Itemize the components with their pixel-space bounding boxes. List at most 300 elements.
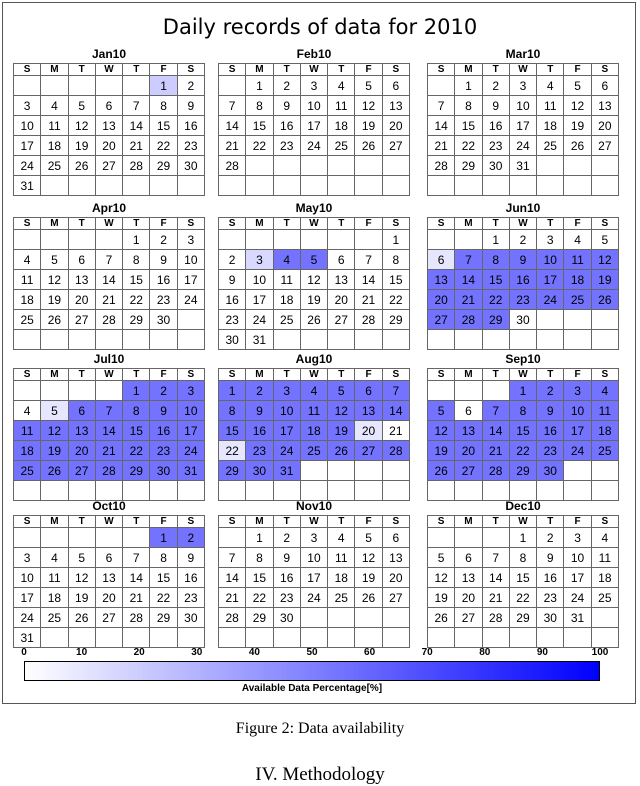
empty-cell (428, 528, 455, 548)
day-cell: 15 (509, 568, 536, 588)
weekday-header: S (219, 516, 246, 528)
day-cell: 22 (482, 290, 509, 310)
empty-cell (68, 330, 95, 350)
month-day-grid (218, 63, 410, 196)
empty-cell (537, 330, 564, 350)
empty-cell (355, 628, 382, 648)
colorbar-tick-label: 70 (421, 647, 433, 658)
weekday-header: S (428, 218, 455, 230)
day-cell: 2 (482, 76, 509, 96)
weekday-header: S (177, 369, 204, 381)
weekday-header: S (177, 218, 204, 230)
month-day-grid (13, 368, 205, 501)
day-cell: 20 (428, 290, 455, 310)
day-cell: 17 (537, 270, 564, 290)
day-cell: 7 (123, 96, 150, 116)
day-cell: 26 (428, 461, 455, 481)
day-cell: 27 (68, 310, 95, 330)
empty-cell (591, 628, 618, 648)
day-cell: 4 (41, 96, 68, 116)
day-cell: 10 (564, 401, 591, 421)
weekday-header: F (355, 369, 382, 381)
day-cell: 30 (150, 461, 177, 481)
day-cell: 22 (150, 588, 177, 608)
day-cell: 9 (177, 96, 204, 116)
empty-cell (41, 176, 68, 196)
day-cell: 11 (328, 548, 355, 568)
weekday-header: T (273, 516, 300, 528)
weekday-header: S (14, 516, 41, 528)
day-cell: 2 (177, 528, 204, 548)
day-cell: 29 (123, 310, 150, 330)
day-cell: 31 (564, 608, 591, 628)
empty-cell (219, 230, 246, 250)
empty-cell (355, 461, 382, 481)
day-cell: 14 (482, 421, 509, 441)
empty-cell (95, 230, 122, 250)
empty-cell (14, 528, 41, 548)
day-cell: 23 (177, 136, 204, 156)
day-cell: 9 (273, 548, 300, 568)
day-cell: 8 (150, 96, 177, 116)
day-cell: 17 (14, 136, 41, 156)
day-cell: 15 (455, 116, 482, 136)
empty-cell (300, 608, 327, 628)
weekday-header: W (95, 64, 122, 76)
weekday-header: T (123, 64, 150, 76)
day-cell: 28 (123, 156, 150, 176)
empty-cell (246, 481, 273, 501)
empty-cell (328, 628, 355, 648)
day-cell: 28 (428, 156, 455, 176)
day-cell: 11 (328, 96, 355, 116)
day-cell: 20 (95, 588, 122, 608)
empty-cell (509, 176, 536, 196)
day-cell: 23 (273, 136, 300, 156)
weekday-header: M (246, 369, 273, 381)
empty-cell (537, 310, 564, 330)
day-cell: 12 (328, 401, 355, 421)
day-cell: 18 (591, 421, 618, 441)
weekday-header: S (382, 218, 409, 230)
day-cell: 21 (219, 136, 246, 156)
empty-cell (246, 156, 273, 176)
day-cell: 6 (382, 76, 409, 96)
day-cell: 20 (355, 421, 382, 441)
day-cell: 19 (355, 116, 382, 136)
empty-cell (273, 628, 300, 648)
weekday-header: F (150, 64, 177, 76)
weekday-header: S (219, 218, 246, 230)
day-cell: 5 (41, 250, 68, 270)
weekday-header: S (219, 369, 246, 381)
day-cell: 1 (246, 528, 273, 548)
day-cell: 15 (246, 116, 273, 136)
weekday-header: T (68, 369, 95, 381)
day-cell: 14 (95, 421, 122, 441)
weekday-header: S (591, 218, 618, 230)
day-cell: 4 (591, 528, 618, 548)
day-cell: 6 (382, 528, 409, 548)
month-day-grid (13, 515, 205, 648)
month-day-grid (218, 368, 410, 501)
day-cell: 19 (41, 441, 68, 461)
day-cell: 18 (564, 270, 591, 290)
empty-cell (150, 330, 177, 350)
day-cell: 27 (428, 310, 455, 330)
day-cell: 3 (273, 381, 300, 401)
empty-cell (41, 230, 68, 250)
day-cell: 17 (564, 568, 591, 588)
weekday-header: S (177, 64, 204, 76)
weekday-header: M (41, 64, 68, 76)
day-cell: 1 (219, 381, 246, 401)
weekday-header: F (564, 369, 591, 381)
day-cell: 11 (537, 96, 564, 116)
weekday-header: T (482, 64, 509, 76)
day-cell: 4 (14, 250, 41, 270)
day-cell: 1 (482, 230, 509, 250)
weekday-header: M (246, 218, 273, 230)
day-cell: 28 (482, 608, 509, 628)
day-cell: 28 (219, 608, 246, 628)
day-cell: 5 (328, 381, 355, 401)
day-cell: 22 (150, 136, 177, 156)
empty-cell (537, 481, 564, 501)
weekday-header: M (455, 369, 482, 381)
day-cell: 9 (537, 548, 564, 568)
day-cell: 17 (177, 421, 204, 441)
colorbar (24, 661, 600, 681)
colorbar-tick-label: 40 (248, 647, 260, 658)
day-cell: 8 (509, 548, 536, 568)
weekday-header: W (95, 369, 122, 381)
empty-cell (246, 230, 273, 250)
day-cell: 10 (564, 548, 591, 568)
day-cell: 19 (355, 568, 382, 588)
empty-cell (219, 481, 246, 501)
day-cell: 21 (123, 136, 150, 156)
day-cell: 12 (355, 548, 382, 568)
empty-cell (355, 156, 382, 176)
day-cell: 1 (382, 230, 409, 250)
day-cell: 15 (123, 270, 150, 290)
day-cell: 28 (95, 310, 122, 330)
day-cell: 24 (273, 441, 300, 461)
weekday-header: T (123, 218, 150, 230)
day-cell: 16 (273, 568, 300, 588)
day-cell: 17 (300, 116, 327, 136)
day-cell: 11 (14, 270, 41, 290)
weekday-header: T (482, 369, 509, 381)
day-cell: 21 (382, 421, 409, 441)
day-cell: 21 (95, 441, 122, 461)
day-cell: 2 (177, 76, 204, 96)
weekday-header: W (95, 516, 122, 528)
day-cell: 31 (177, 461, 204, 481)
day-cell: 1 (150, 76, 177, 96)
weekday-header: M (246, 516, 273, 528)
empty-cell (219, 76, 246, 96)
day-cell: 16 (219, 290, 246, 310)
empty-cell (273, 156, 300, 176)
empty-cell (246, 176, 273, 196)
day-cell: 5 (68, 96, 95, 116)
empty-cell (177, 481, 204, 501)
day-cell: 27 (95, 156, 122, 176)
weekday-header: F (150, 369, 177, 381)
day-cell: 5 (300, 250, 327, 270)
day-cell: 19 (300, 290, 327, 310)
day-cell: 17 (509, 116, 536, 136)
day-cell: 8 (382, 250, 409, 270)
empty-cell (428, 481, 455, 501)
empty-cell (564, 156, 591, 176)
day-cell: 30 (219, 330, 246, 350)
day-cell: 2 (273, 528, 300, 548)
day-cell: 13 (455, 568, 482, 588)
day-cell: 18 (591, 568, 618, 588)
empty-cell (95, 76, 122, 96)
day-cell: 16 (177, 568, 204, 588)
day-cell: 26 (591, 290, 618, 310)
day-cell: 27 (95, 608, 122, 628)
empty-cell (177, 176, 204, 196)
day-cell: 4 (300, 381, 327, 401)
day-cell: 28 (219, 156, 246, 176)
day-cell: 28 (382, 441, 409, 461)
day-cell: 7 (219, 96, 246, 116)
colorbar-tick-label: 100 (591, 647, 609, 658)
day-cell: 10 (177, 401, 204, 421)
day-cell: 1 (509, 528, 536, 548)
empty-cell (41, 628, 68, 648)
day-cell: 6 (95, 96, 122, 116)
weekday-header: W (300, 516, 327, 528)
day-cell: 7 (95, 401, 122, 421)
day-cell: 25 (564, 290, 591, 310)
empty-cell (68, 528, 95, 548)
day-cell: 20 (68, 441, 95, 461)
weekday-header: S (428, 369, 455, 381)
day-cell: 15 (509, 421, 536, 441)
empty-cell (177, 628, 204, 648)
empty-cell (428, 76, 455, 96)
day-cell: 11 (591, 401, 618, 421)
day-cell: 13 (68, 421, 95, 441)
weekday-header: W (300, 369, 327, 381)
empty-cell (95, 481, 122, 501)
empty-cell (482, 176, 509, 196)
day-cell: 19 (591, 270, 618, 290)
day-cell: 30 (177, 608, 204, 628)
month-name: Mar10 (505, 47, 541, 61)
day-cell: 2 (246, 381, 273, 401)
empty-cell (455, 528, 482, 548)
day-cell: 24 (509, 136, 536, 156)
weekday-header: T (123, 369, 150, 381)
day-cell: 31 (246, 330, 273, 350)
weekday-header: W (509, 369, 536, 381)
day-cell: 12 (68, 116, 95, 136)
weekday-header: M (41, 218, 68, 230)
day-cell: 9 (177, 548, 204, 568)
empty-cell (273, 230, 300, 250)
day-cell: 2 (219, 250, 246, 270)
day-cell: 8 (482, 250, 509, 270)
day-cell: 25 (328, 136, 355, 156)
day-cell: 13 (68, 270, 95, 290)
day-cell: 23 (219, 310, 246, 330)
empty-cell (177, 310, 204, 330)
day-cell: 24 (14, 156, 41, 176)
weekday-header: F (150, 218, 177, 230)
day-cell: 9 (273, 96, 300, 116)
day-cell: 18 (328, 116, 355, 136)
empty-cell (455, 176, 482, 196)
day-cell: 7 (219, 548, 246, 568)
day-cell: 1 (246, 76, 273, 96)
day-cell: 28 (355, 310, 382, 330)
day-cell: 21 (428, 136, 455, 156)
weekday-header: S (428, 64, 455, 76)
day-cell: 1 (509, 381, 536, 401)
day-cell: 10 (300, 548, 327, 568)
empty-cell (300, 330, 327, 350)
weekday-header: M (246, 64, 273, 76)
empty-cell (14, 381, 41, 401)
day-cell: 9 (509, 250, 536, 270)
day-cell: 7 (482, 401, 509, 421)
day-cell: 31 (14, 628, 41, 648)
day-cell: 30 (537, 608, 564, 628)
weekday-header: S (428, 516, 455, 528)
day-cell: 6 (328, 250, 355, 270)
day-cell: 16 (482, 116, 509, 136)
empty-cell (95, 330, 122, 350)
empty-cell (537, 176, 564, 196)
empty-cell (41, 76, 68, 96)
empty-cell (95, 381, 122, 401)
empty-cell (428, 381, 455, 401)
day-cell: 29 (150, 608, 177, 628)
day-cell: 25 (591, 588, 618, 608)
day-cell: 14 (355, 270, 382, 290)
month-day-grid (427, 217, 619, 350)
empty-cell (41, 381, 68, 401)
empty-cell (14, 230, 41, 250)
weekday-header: T (328, 64, 355, 76)
month-name: Apr10 (91, 201, 126, 215)
day-cell: 4 (328, 528, 355, 548)
day-cell: 6 (455, 548, 482, 568)
day-cell: 1 (455, 76, 482, 96)
day-cell: 13 (455, 421, 482, 441)
empty-cell (328, 176, 355, 196)
day-cell: 25 (328, 588, 355, 608)
day-cell: 23 (273, 588, 300, 608)
day-cell: 30 (509, 310, 536, 330)
day-cell: 15 (123, 421, 150, 441)
day-cell: 16 (273, 116, 300, 136)
weekday-header: F (564, 516, 591, 528)
day-cell: 18 (14, 441, 41, 461)
weekday-header: T (68, 218, 95, 230)
day-cell: 11 (14, 421, 41, 441)
day-cell: 2 (273, 76, 300, 96)
day-cell: 9 (150, 401, 177, 421)
day-cell: 4 (537, 76, 564, 96)
day-cell: 2 (537, 381, 564, 401)
weekday-header: T (123, 516, 150, 528)
day-cell: 28 (123, 608, 150, 628)
empty-cell (273, 330, 300, 350)
empty-cell (150, 481, 177, 501)
empty-cell (428, 330, 455, 350)
day-cell: 27 (355, 441, 382, 461)
weekday-header: T (328, 369, 355, 381)
day-cell: 5 (355, 76, 382, 96)
day-cell: 10 (14, 116, 41, 136)
empty-cell (123, 481, 150, 501)
day-cell: 4 (41, 548, 68, 568)
day-cell: 19 (428, 588, 455, 608)
empty-cell (564, 310, 591, 330)
day-cell: 21 (355, 290, 382, 310)
empty-cell (482, 381, 509, 401)
day-cell: 22 (219, 441, 246, 461)
day-cell: 24 (564, 588, 591, 608)
empty-cell (41, 528, 68, 548)
empty-cell (328, 330, 355, 350)
day-cell: 19 (564, 116, 591, 136)
day-cell: 14 (123, 116, 150, 136)
day-cell: 22 (246, 588, 273, 608)
day-cell: 14 (219, 116, 246, 136)
day-cell: 29 (219, 461, 246, 481)
empty-cell (482, 330, 509, 350)
day-cell: 24 (300, 136, 327, 156)
day-cell: 22 (123, 441, 150, 461)
weekday-header: T (537, 218, 564, 230)
day-cell: 26 (68, 156, 95, 176)
empty-cell (14, 76, 41, 96)
empty-cell (95, 528, 122, 548)
day-cell: 25 (41, 156, 68, 176)
day-cell: 25 (41, 608, 68, 628)
empty-cell (537, 156, 564, 176)
weekday-header: T (273, 369, 300, 381)
day-cell: 17 (177, 270, 204, 290)
day-cell: 16 (537, 421, 564, 441)
day-cell: 4 (14, 401, 41, 421)
month-name: Aug10 (295, 352, 333, 366)
day-cell: 13 (328, 270, 355, 290)
day-cell: 4 (564, 230, 591, 250)
day-cell: 12 (591, 250, 618, 270)
day-cell: 16 (177, 116, 204, 136)
day-cell: 7 (428, 96, 455, 116)
day-cell: 13 (95, 116, 122, 136)
empty-cell (428, 230, 455, 250)
weekday-header: S (219, 64, 246, 76)
colorbar-tick-label: 60 (364, 647, 376, 658)
empty-cell (382, 330, 409, 350)
empty-cell (591, 330, 618, 350)
empty-cell (591, 461, 618, 481)
day-cell: 20 (455, 441, 482, 461)
empty-cell (382, 481, 409, 501)
